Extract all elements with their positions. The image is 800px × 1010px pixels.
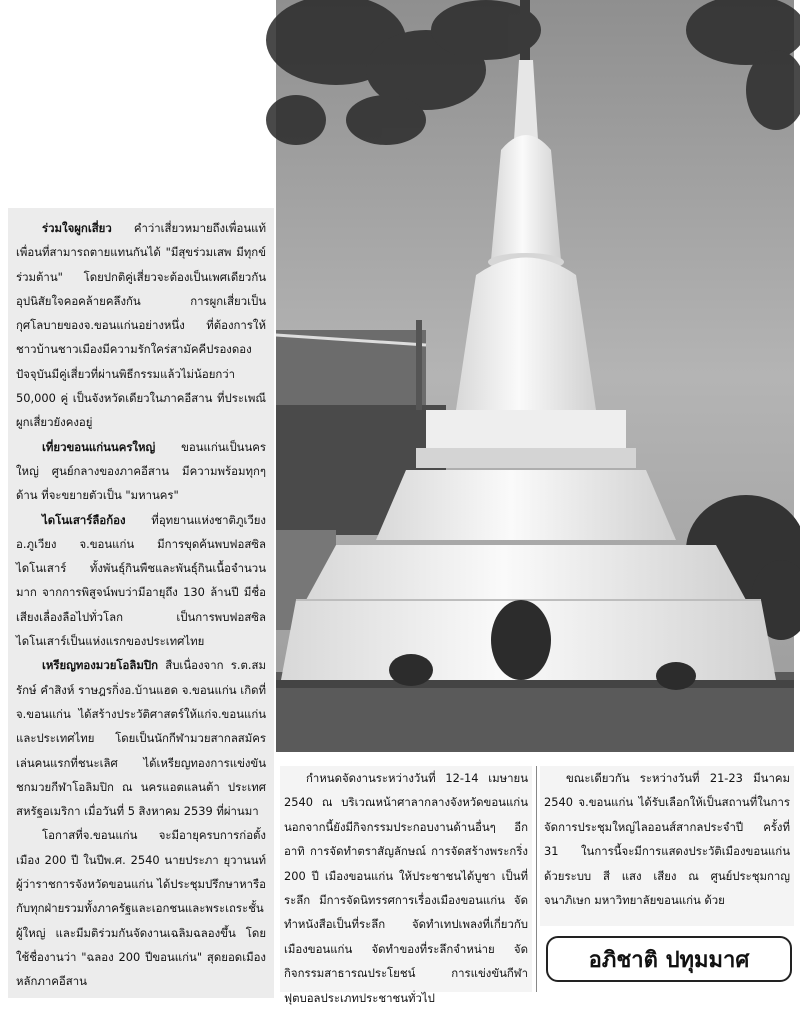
- right-text-column: [540, 766, 794, 926]
- lead-big-city: เที่ยวขอนแก่นนครใหญ่: [42, 439, 156, 454]
- middle-paragraph: กำหนดจัดงานระหว่างวันที่ 12-14 เมษายน 2540 ณ บริเวณหน้าศาลากลางจังหวัดขอนแก่น นอกจากนี้ยังมีกิจกรรมประกอบงานด้านอื่นๆ อีก อาทิ การจัดทำตราสัญลักษณ์ การจัดสร้างพระกริ่ง 200 ปี เมืองขอนแก่น ให้ประชาชนได้บูชา เป็นที่ระลึก มีการจัดนิทรรศการเรื่องเมืองขอนแก่น จัดทำหนังสือเป็นที่ระลึก จัดทำเทปเพลงที่เกี่ยวกับเมืองขอนแก่น จัดทำของที่ระลึกจำหน่าย จัดกิจกรรมสาธารณประโยชน์ การแข่งขันกีฬาฟุตบอลประเภทประชาชนทั่วไป: [284, 771, 528, 1005]
- paragraph-friendship: [16, 216, 266, 435]
- lead-olympic: เหรียญทองมวยโอลิมปิก: [42, 658, 158, 673]
- stupa-photo-illustration: [276, 0, 794, 752]
- paragraph-big-city: [16, 435, 266, 508]
- text-big-city: ขอนแก่นเป็นนครใหญ่ ศูนย์กลางของภาคอีสาน มีความพร้อมทุกๆ ด้าน ที่จะขยายตัวเป็น "มหานคร": [16, 439, 266, 503]
- text-anniversary: โอกาสที่จ.ขอนแก่น จะมีอายุครบการก่อตั้งเมือง 200 ปี ในปีพ.ศ. 2540 นายประภา ยุวานนท์ ผู้ว่าราชการจังหวัดขอนแก่น ได้ประชุมปรึกษาหารือกับทุกฝ่ายรวมทั้งภาครัฐและเอกชนและพระเถระชั้นผู้ใหญ่ และมีมติร่วมกันจัดงานเฉลิมฉลองขึ้น โดยใช้ชื่องานว่า "ฉลอง 200 ปีขอนแก่น" สุดยอดเมืองหลักภาคอีสาน: [16, 828, 266, 989]
- paragraph-olympic: [16, 653, 266, 823]
- right-paragraph: ขณะเดียวกัน ระหว่างวันที่ 21-23 มีนาคม 2540 จ.ขอนแก่น ได้รับเลือกให้เป็นสถานที่ในการจัดการประชุมใหญ่ไลออนส์สากลประจำปี ครั้งที่ 31 ในการนี้จะมีการแสดงประวัติเมืองขอนแก่นด้วยระบบ สี แสง เสียง ณ ศูนย์ประชุมกาญจนาภิเษก มหาวิทยาลัยขอนแก่น ด้วย: [544, 771, 790, 908]
- stupa-photo: [276, 0, 794, 752]
- lead-friendship: ร่วมใจผูกเสี่ยว: [42, 221, 112, 235]
- text-dinosaur: ที่อุทยานแห่งชาติภูเวียง อ.ภูเวียง จ.ขอนแก่น มีการขุดค้นพบฟอสซิลไดโนเสาร์ ทั้งพันธุ์กินพืชและพันธุ์กินเนื้อจำนวนมาก จากการพิสูจน์พบว่ามีอายุถึง 130 ล้านปี มีชื่อเสียงเลื่องลือไปทั่วโลก เป็นการพบฟอสซิลไดโนเสาร์เป็นแห่งแรกของประเทศไทย: [16, 512, 266, 649]
- author-byline: อภิชาติ ปทุมมาศ: [546, 936, 792, 982]
- paragraph-anniversary: [16, 823, 266, 993]
- column-rule: [536, 766, 537, 992]
- paragraph-dinosaur: [16, 508, 266, 654]
- text-friendship: คำว่าเสี่ยวหมายถึงเพื่อนแท้ เพื่อนที่สามารถตายแทนกันได้ "มีสุขร่วมเสพ มีทุกข์ร่วมต้าน" โดยปกติคู่เสี่ยวจะต้องเป็นเพศเดียวกัน อุปนิสัยใจคอคล้ายคลึงกัน การผูกเสี่ยวเป็นกุศโลบายของจ.ขอนแก่นอย่างหนึ่ง ที่ต้องการให้ชาวบ้านชาวเมืองมีความรักใคร่สามัคคีปรองดอง ปัจจุบันมีคู่เสี่ยวที่ผ่านพิธีกรรมแล้วไม่น้อยกว่า 50,000 คู่ เป็นจังหวัดเดียวในภาคอีสาน ที่ประเพณีผูกเสี่ยวยังคงอยู่: [16, 221, 266, 430]
- middle-text-column: [280, 766, 532, 1005]
- text-olympic: สืบเนื่องจาก ร.ต.สมรักษ์ คำสิงห์ ราษฎรกิ่งอ.บ้านแฮด จ.ขอนแก่น เกิดที่จ.ขอนแก่น ได้สร้างประวัติศาสตร์ให้แก่จ.ขอนแก่น และประเทศไทย โดยเป็นนักกีฬามวยสากลสมัครเล่นคนแรกที่ชนะเลิศ ได้เหรียญทองการแข่งขันชกมวยกีฬาโอลิมปิก ณ นครแอตแลนต้า ประเทศสหรัฐอเมริกา เมื่อวันที่ 5 สิงหาคม 2539 ที่ผ่านมา: [16, 658, 266, 819]
- left-text-column: [8, 208, 274, 998]
- lead-dinosaur: ไดโนเสาร์ลือก้อง: [42, 512, 126, 527]
